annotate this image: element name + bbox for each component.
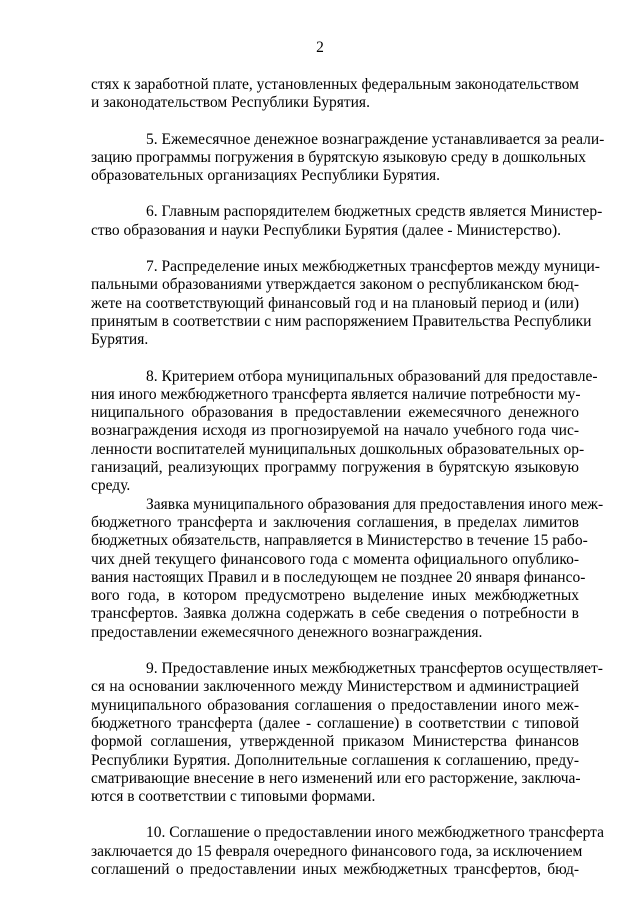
text-line: ся на основании заключенного между Министерством и администрацией	[91, 678, 579, 696]
text-line: вого года, в котором предусмотрено выделение иных межбюджетных	[91, 587, 579, 605]
text-line: 9. Предоставление иных межбюджетных трансфертов осуществляет-	[146, 660, 603, 678]
text-line: трансфертов. Заявка должна содержать в себе сведения о потребности в	[91, 605, 579, 623]
text-line: бюджетного трансферта и заключения соглашения, в пределах лимитов	[91, 513, 579, 531]
paragraph-p-cont	[91, 76, 579, 113]
text-line: вания настоящих Правил и в последующем не позднее 20 января финансо-	[91, 568, 586, 586]
text-line: 5. Ежемесячное денежное вознаграждение устанавливается за реали-	[146, 130, 605, 148]
text-line: формой соглашения, утвержденной приказом Министерства финансов	[91, 733, 579, 751]
text-line: 7. Распределение иных межбюджетных трансфертов между муници-	[146, 258, 600, 276]
text-line: жете на соответствующий финансовый год и на плановый период и (или)	[91, 294, 579, 312]
text-line: принятым в соответствии с ним распоряжением Правительства Республики	[91, 312, 592, 330]
paragraph-gap	[91, 113, 579, 131]
paragraph-p8	[91, 367, 598, 496]
text-line: 8. Критерием отбора муниципальных образований для предоставле-	[146, 367, 598, 385]
text-line: Бурятия.	[91, 331, 149, 349]
text-line: Республики Бурятия. Дополнительные соглашения к соглашению, преду-	[91, 751, 579, 769]
text-line: ганизаций, реализующих программу погружения в бурятскую языковую	[91, 459, 579, 477]
paragraph-gap	[91, 350, 579, 368]
text-line: бюджетного трансферта (далее - соглашение) в соответствии с типовой	[91, 714, 579, 732]
text-line: пальными образованиями утверждается законом о республиканском бюд-	[91, 276, 579, 294]
paragraph-p10	[91, 824, 605, 879]
paragraph-p7	[91, 258, 600, 349]
page-number: 2	[316, 39, 324, 56]
paragraph-p8b	[91, 495, 604, 642]
paragraph-gap	[91, 806, 579, 824]
text-line: образовательных организациях Республики Бурятия.	[91, 167, 440, 185]
paragraph-p6	[91, 203, 603, 240]
document-body	[91, 76, 605, 879]
paragraph-gap	[91, 642, 579, 660]
text-line: ются в соответствии с типовыми формами.	[91, 788, 376, 806]
text-line: 10. Соглашение о предоставлении иного межбюджетного трансферта	[146, 824, 605, 842]
text-line: бюджетных обязательств, направляется в Министерство в течение 15 рабо-	[91, 532, 588, 550]
text-line: ленности воспитателей муниципальных дошкольных образовательных ор-	[91, 440, 585, 458]
text-line: заключается до 15 февраля очередного финансового года, за исключением	[91, 842, 583, 860]
text-line: предоставлении ежемесячного денежного вознаграждения.	[91, 623, 483, 641]
text-line: вознаграждения исходя из прогнозируемой на начало учебного года чис-	[91, 422, 579, 440]
text-line: чих дней текущего финансового года с момента официального опублико-	[91, 550, 579, 568]
paragraph-p9	[91, 660, 603, 806]
text-line: муниципального образования соглашения о предоставлении иного меж-	[91, 696, 579, 714]
text-line: и законодательством Республики Бурятия.	[91, 94, 370, 112]
text-line: соглашений о предоставлении иных межбюджетных трансфертов, бюд-	[91, 860, 579, 878]
text-line: Заявка муниципального образования для предоставления иного меж-	[146, 495, 604, 513]
text-line: стях к заработной плате, установленных федеральным законодательством	[91, 76, 579, 93]
text-line: зацию программы погружения в бурятскую языковую среду в дошкольных	[91, 148, 586, 166]
paragraph-gap	[91, 240, 579, 258]
text-line: ство образования и науки Республики Бурятия (далее - Министерство).	[91, 221, 562, 239]
text-line: 6. Главным распорядителем бюджетных средств является Министер-	[146, 203, 603, 221]
paragraph-p5	[91, 130, 605, 186]
text-line: ния иного межбюджетного трансферта является наличие потребности му-	[91, 385, 581, 403]
paragraph-gap	[91, 185, 579, 203]
text-line: сматривающие внесение в него изменений или его расторжение, заключа-	[91, 769, 581, 787]
text-line: среду.	[91, 477, 131, 495]
text-line: ниципального образования в предоставлении ежемесячного денежного	[91, 404, 579, 422]
